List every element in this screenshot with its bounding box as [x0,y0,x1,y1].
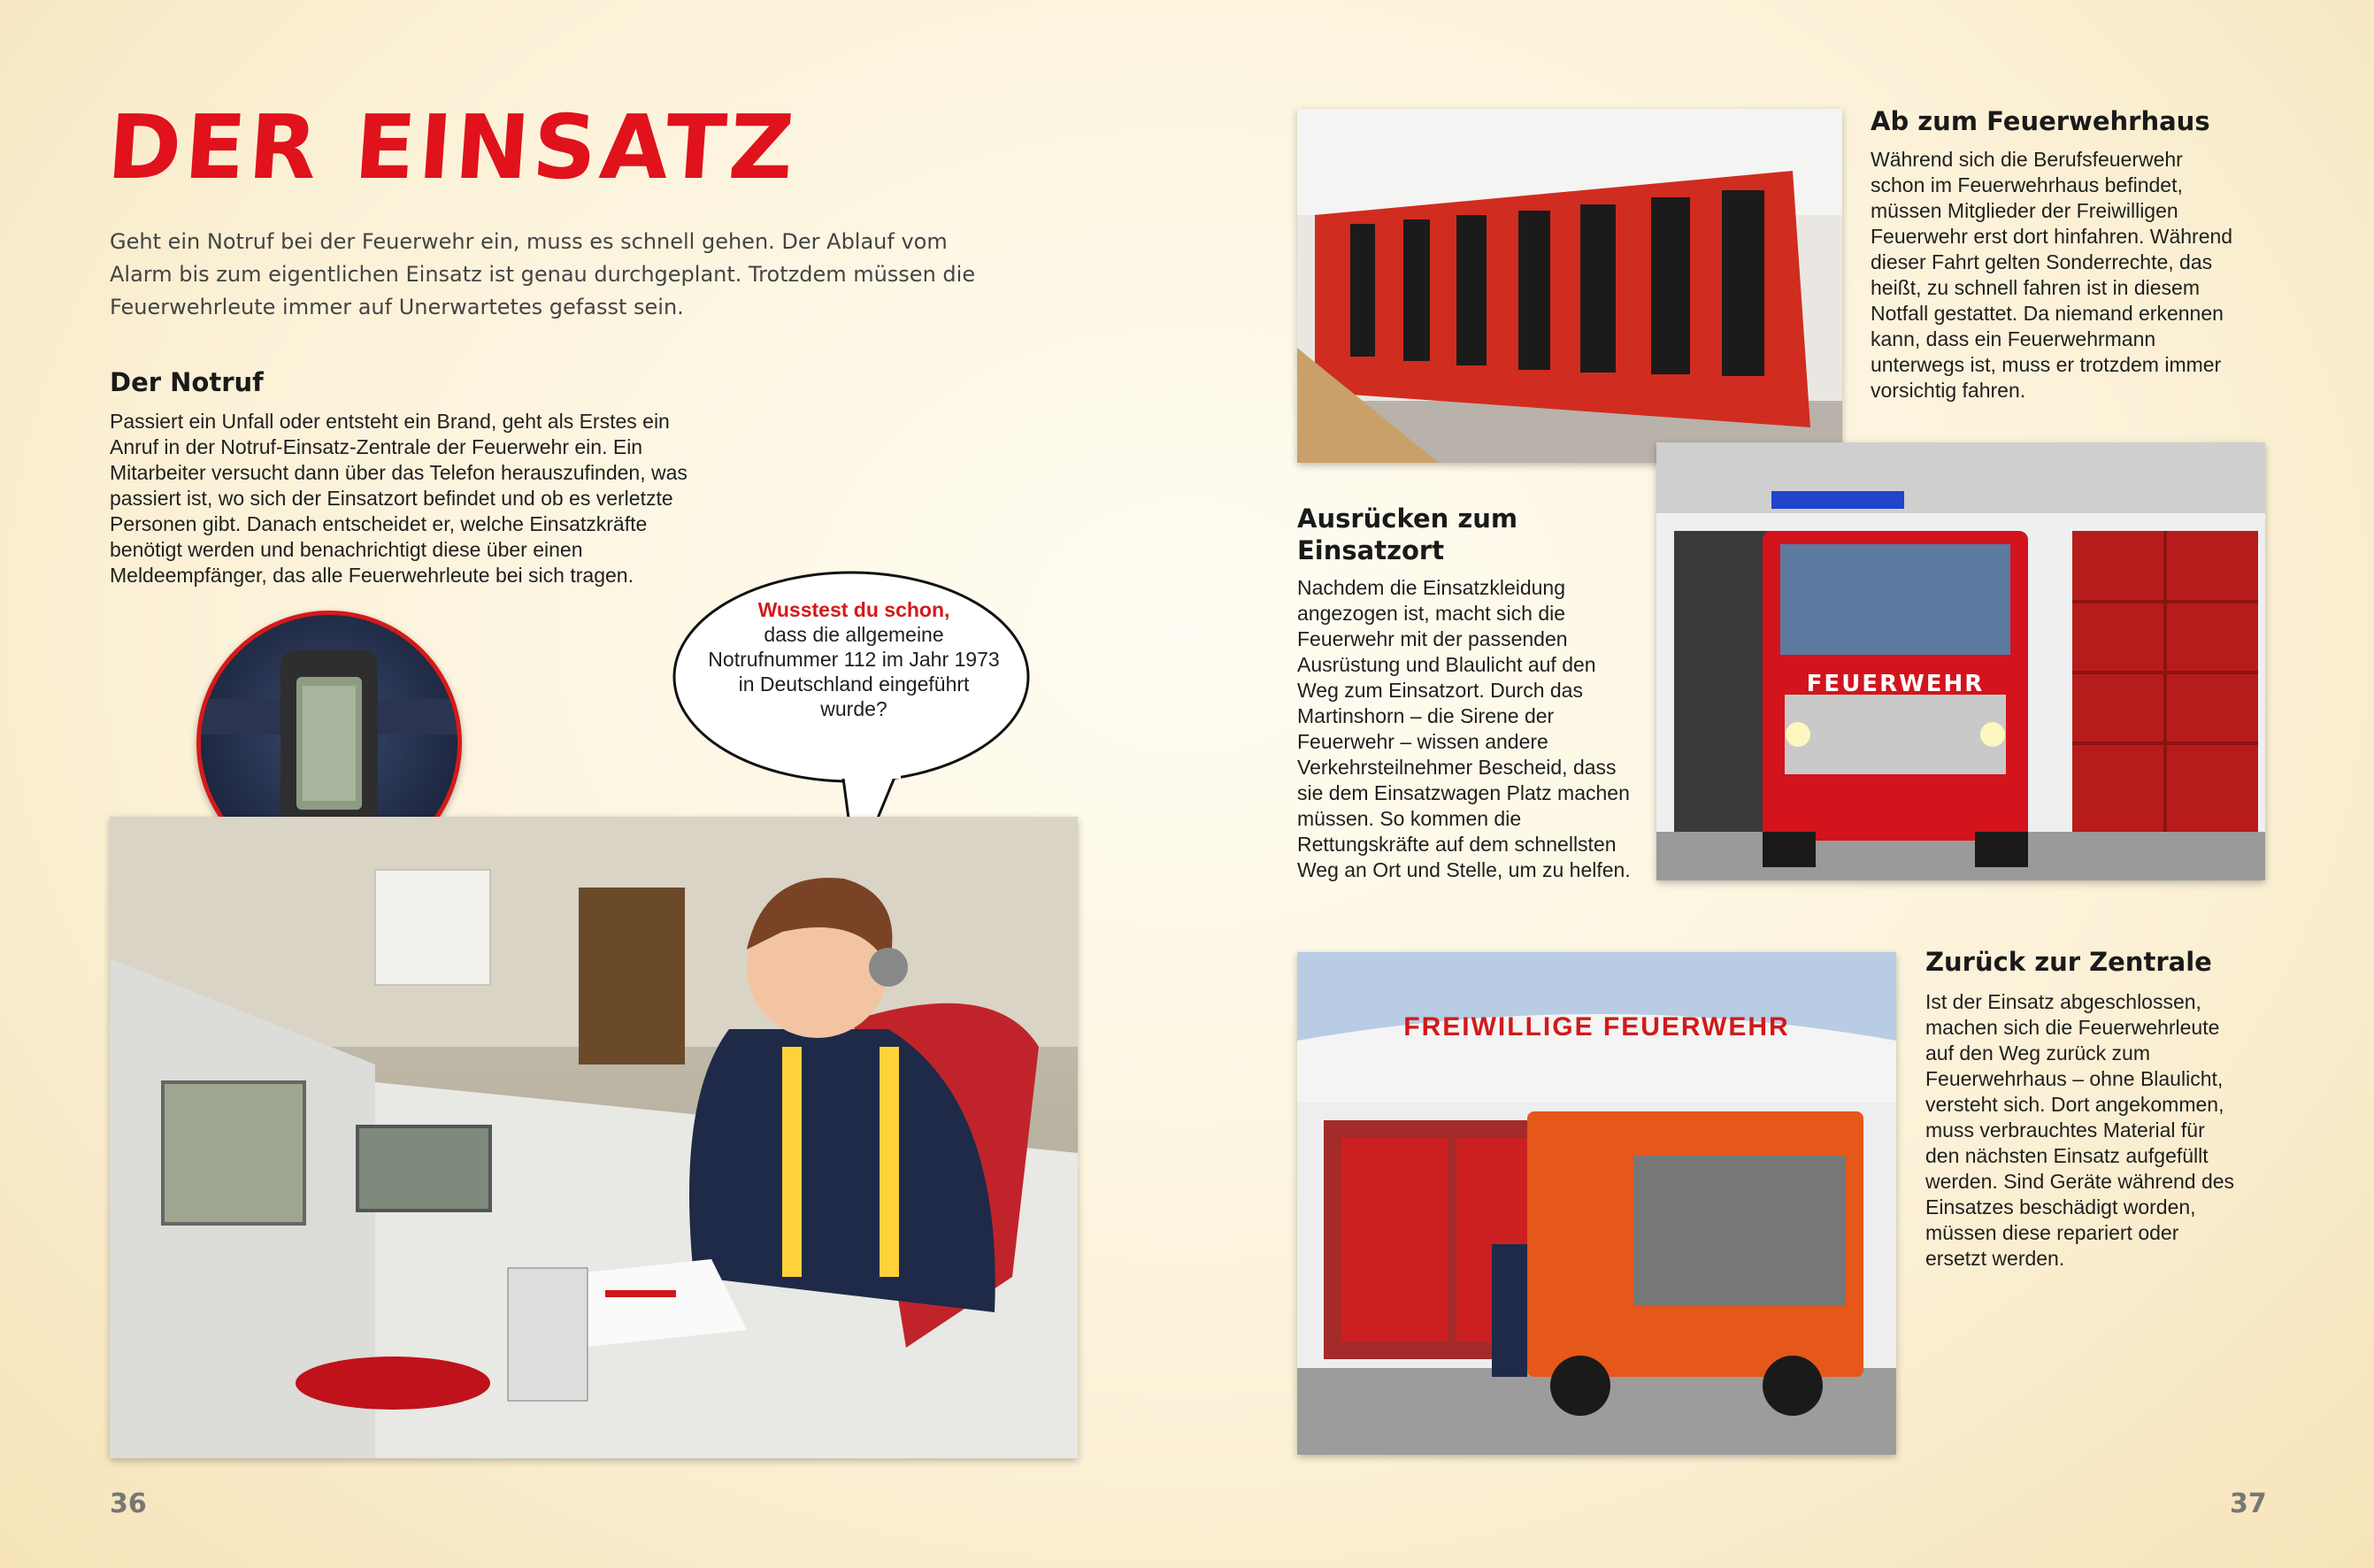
control-center-image [110,817,1078,1458]
speech-bubble [703,597,1004,721]
page-title: DER EINSATZ [104,96,801,199]
section-heading-ausruecken: Ausrücken zum Einsatzort [1297,503,1518,565]
section-text-feuerwehrhaus: Während sich die Berufsfeuerwehr schon im Feuerwehrhaus befindet, müssen Mitglieder der Freiwilligen Feuerwehr erst dort hinfahren. Während dieser Fahrt gelten Sonderrechte, das heißt, zu schnell fahren ist in diesem Notfall gestattet. Da niemand erkennen kann, dass ein Feuerwehrmann unterwegs ist, muss er trotzdem immer vorsichtig fahren. [1871,148,2233,402]
fire-station-photo [1297,952,1896,1455]
fire-truck-illustration [1656,442,2265,880]
truck-sign-text: FEUERWEHR [1806,671,1985,697]
bubble-text: dass die allgemeine Notrufnummer 112 im Jahr 1973 in Deutschland eingeführt wurde? [708,623,1000,720]
section-heading-feuerwehrhaus: Ab zum Feuerwehrhaus [1871,106,2210,136]
section-heading-zurueck: Zurück zur Zentrale [1925,947,2212,977]
intro-paragraph: Geht ein Notruf bei der Feuerwehr ein, muss es schnell gehen. Der Ablauf vom Alarm bis zum eigentlichen Einsatz ist genau durchgeplant. Trotzdem müssen die Feuerwehrleute immer auf Unerwartetes gefasst sein. [110,229,976,319]
locker-room-photo [1297,109,1842,463]
page-number-right: 37 [2230,1488,2267,1519]
section-text-zurueck: Ist der Einsatz abgeschlossen, machen sich die Feuerwehrleute auf den Weg zurück zum Feuerwehrhaus – ohne Blaulicht, versteht sich. Dort angekommen, muss verbrauchtes Material für den nächsten Einsatz aufgefüllt werden. Sind Geräte während des Einsatzes beschädigt worden, müssen diese repariert oder ersetzt werden. [1925,990,2235,1270]
locker-room-illustration [1297,109,1842,463]
bubble-title: Wusstest du schon, [757,598,950,621]
page-number-left: 36 [110,1488,147,1519]
control-center-illustration [110,817,1078,1458]
station-sign-text: FREIWILLIGE FEUERWEHR [1403,1012,1790,1041]
section-text-ausruecken: Nachdem die Einsatzkleidung angezogen ist, macht sich die Feuerwehr mit der passenden Ausrüstung und Blaulicht auf den Weg zum Einsatzort. Durch das Martinshorn – die Sirene der Feuerwehr – wissen andere Verkehrsteilnehmer Bescheid, dass sie dem Einsatzwagen Platz machen müssen. So kommen die Rettungskräfte auf dem schnellsten Weg an Ort und Stelle, um zu helfen. [1297,576,1631,881]
fire-truck-photo [1656,442,2265,880]
section-heading-notruf: Der Notruf [110,367,264,397]
section-text-notruf: Passiert ein Unfall oder entsteht ein Brand, geht als Erstes ein Anruf in der Notruf-Einsatz-Zentrale der Feuerwehr ein. Ein Mitarbeiter versucht dann über das Telefon herauszufinden, was passiert ist, wo sich der Einsatzort befindet und ob es verletzte Personen gibt. Danach entscheidet er, welche Einsatzkräfte benötigt werden und benachrichtigt diese über einen Meldeempfänger, das alle Feuerwehrleute bei sich tragen. [110,410,688,587]
